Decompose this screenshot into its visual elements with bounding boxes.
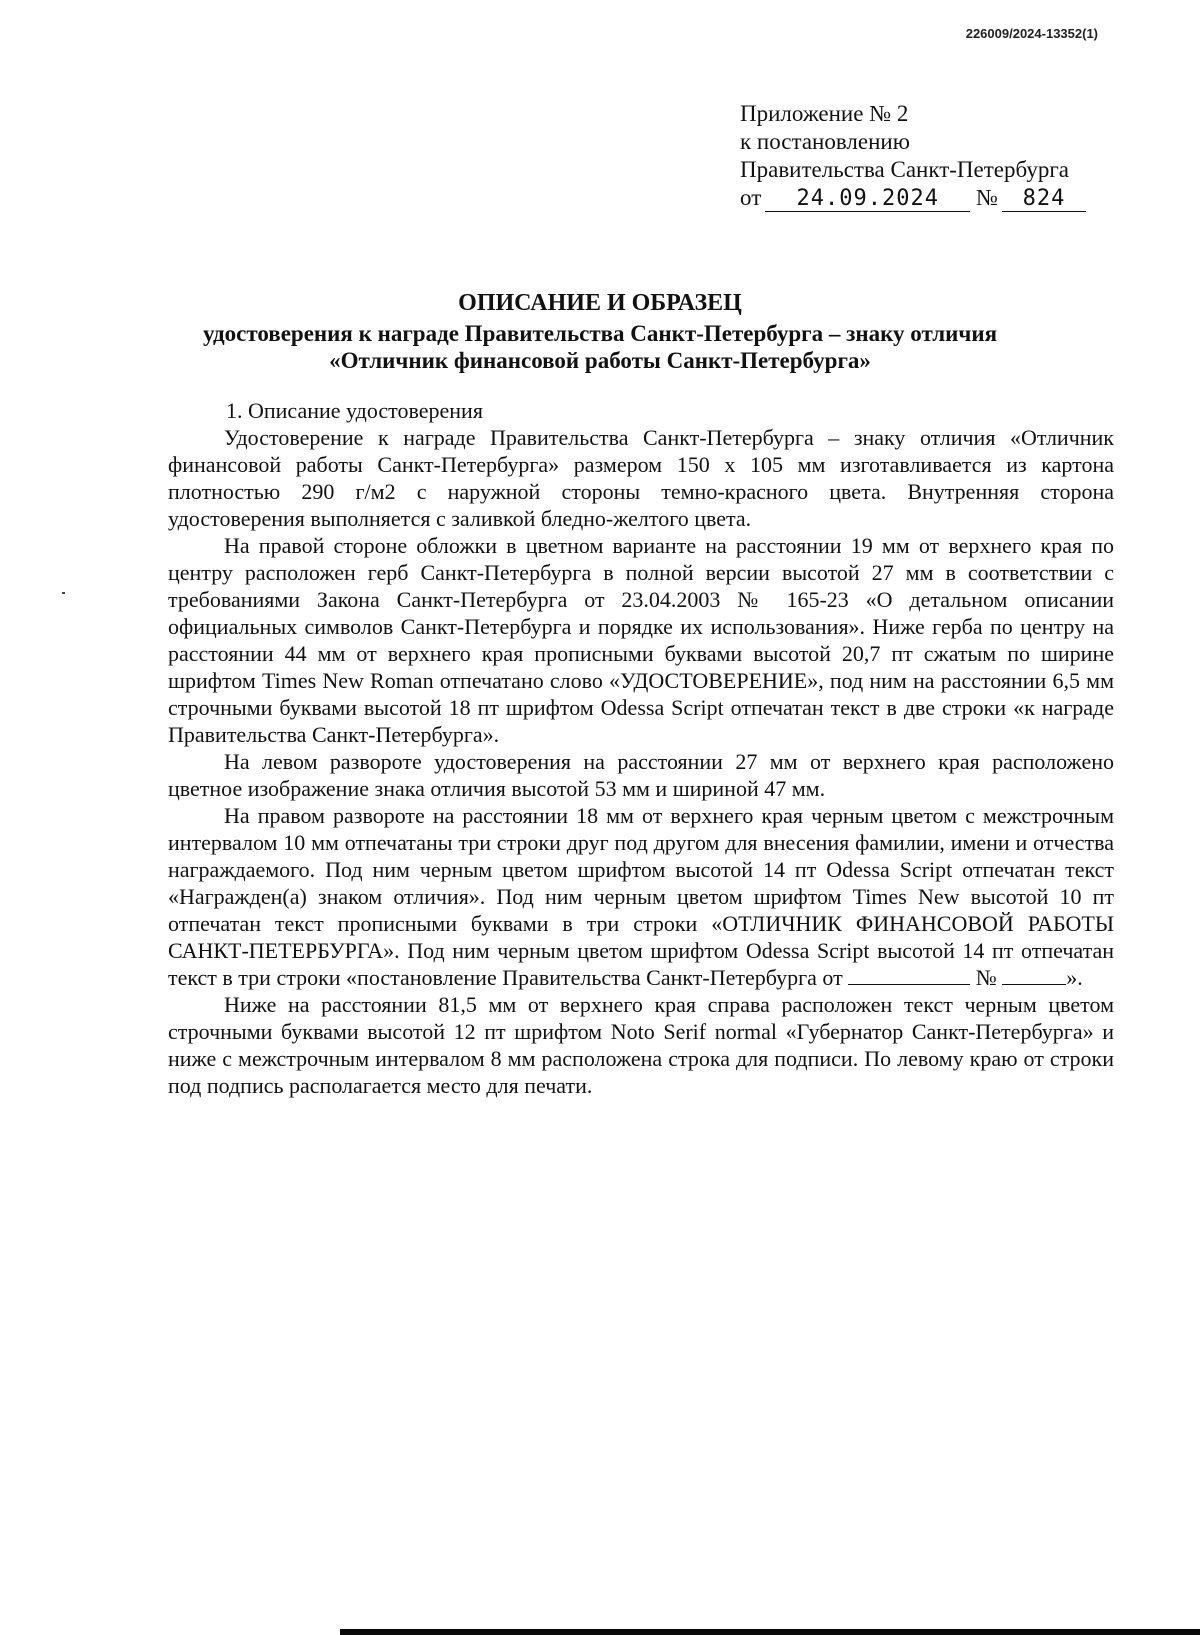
paragraph-4 — [168, 802, 1114, 991]
registration-number: 226009/2024-13352(1) — [965, 26, 1098, 41]
title-main: ОПИСАНИЕ И ОБРАЗЕЦ — [458, 290, 742, 316]
document-title — [0, 290, 1200, 374]
title-subtitle-1: удостоверения к награде Правительства Санкт-Петербурга – знаку отличия — [202, 321, 998, 346]
blank-number-sign: № — [975, 965, 997, 990]
paragraph-3: На левом развороте удостоверения на расстоянии 27 мм от верхнего края расположено цветное изображение знака отличия высотой 53 мм и шириной 47 мм. — [168, 749, 1114, 801]
appendix-header — [740, 100, 1100, 212]
blank-date-line — [848, 966, 970, 985]
number-prefix: № — [976, 185, 998, 210]
scan-speck — [62, 592, 65, 594]
appendix-line-3: Правительства Санкт-Петербурга — [740, 157, 1069, 182]
date-prefix: от — [740, 185, 762, 210]
paragraph-4-text: На правом развороте на расстоянии 18 мм от верхнего края черным цветом с межстрочным интервалом 10 мм отпечатаны три строки друг под другом для внесения фамилии, имени и отчества награждаемого. Под ним черным цветом шрифтом высотой 14 пт Odessa Script отпечатан текст «Награжден(а) знаком отличия». Под ним черным цветом шрифтом Times New высотой 10 пт отпечатан текст прописными буквами в три строки «ОТЛИЧНИК ФИНАНСОВОЙ РАБОТЫ САНКТ-ПЕТЕРБУРГА». Под ним черным цветом шрифтом Odessa Script высотой 14 пт отпечатан текст в три строки «постановление Правительства Санкт-Петербурга от — [168, 803, 1114, 990]
blank-closing: ». — [1066, 965, 1083, 990]
title-subtitle-2: «Отличник финансовой работы Санкт-Петербурга» — [329, 348, 871, 373]
document-body — [168, 397, 1114, 1099]
appendix-date-line — [740, 184, 1100, 212]
appendix-line-2: к постановлению — [740, 129, 910, 154]
resolution-date: 24.09.2024 — [765, 187, 970, 212]
section-heading: 1. Описание удостоверения — [226, 398, 483, 423]
paragraph-1: Удостоверение к награде Правительства Санкт-Петербурга – знаку отличия «Отличник финансовой работы Санкт-Петербурга» размером 150 x 105 мм изготавливается из картона плотностью 290 г/м2 с наружной стороны темно-красного цвета. Внутренняя сторона удостоверения выполняется с заливкой бледно-желтого цвета. — [168, 425, 1114, 531]
paragraph-5: Ниже на расстоянии 81,5 мм от верхнего края справа расположен текст черным цветом строчными буквами высотой 12 пт шрифтом Noto Serif normal «Губернатор Санкт-Петербурга» и ниже с межстрочным интервалом 8 мм расположена строка для подписи. По левому краю от строки под подпись располагается место для печати. — [168, 992, 1114, 1098]
paragraph-2: На правой стороне обложки в цветном варианте на расстоянии 19 мм от верхнего края по центру расположен герб Санкт-Петербурга в полной версии высотой 27 мм в соответствии с требованиями Закона Санкт-Петербурга от 23.04.2003 № 165-23 «О детальном описании официальных символов Санкт-Петербурга и порядке их использования». Ниже герба по центру на расстоянии 44 мм от верхнего края прописными буквами высотой 20,7 пт сжатым по ширине шрифтом Times New Roman отпечатано слово «УДОСТОВЕРЕНИЕ», под ним на расстоянии 6,5 мм строчными буквами высотой 18 пт шрифтом Odessa Script отпечатан текст в две строки «к награде Правительства Санкт-Петербурга». — [168, 533, 1114, 747]
blank-number-line — [1002, 966, 1066, 985]
appendix-line-1: Приложение № 2 — [740, 101, 909, 126]
scan-bottom-edge — [340, 1629, 1200, 1635]
resolution-number: 824 — [1002, 187, 1086, 212]
